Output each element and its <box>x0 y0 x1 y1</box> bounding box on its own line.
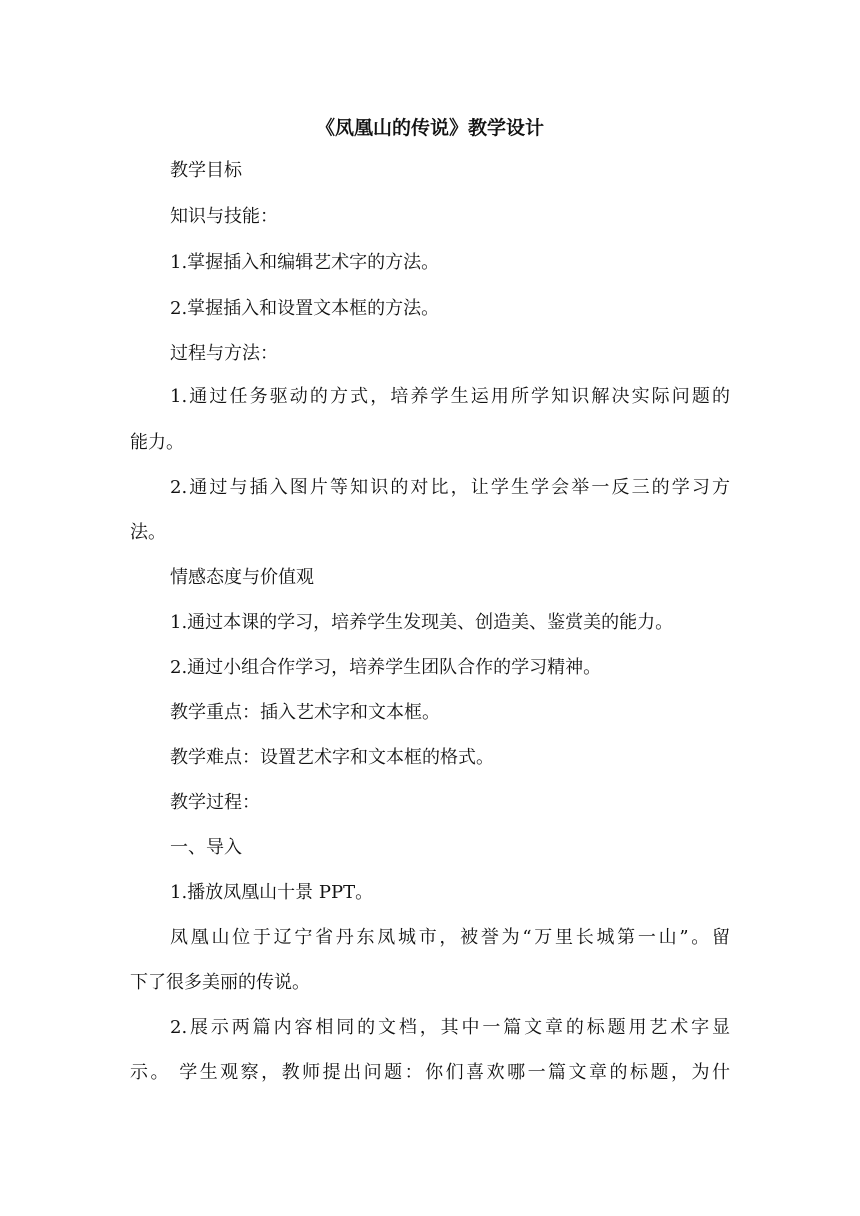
paragraph-line: 2.通过小组合作学习，培养学生团队合作的学习精神。 <box>170 657 602 678</box>
paragraph-line: 2.展示两篇内容相同的文档，其中一篇文章的标题用艺术字显 <box>170 1017 730 1038</box>
heading-emotion-values: 情感态度与价值观 <box>170 567 314 588</box>
heading-teaching-goals: 教学目标 <box>170 160 242 181</box>
paragraph-line: 示。 学生观察，教师提出问题：你们喜欢哪一篇文章的标题，为什 <box>130 1062 730 1083</box>
paragraph-line: 下了很多美丽的传说。 <box>130 972 310 993</box>
paragraph-line: 2.掌握插入和设置文本框的方法。 <box>170 298 440 319</box>
paragraph-key-points: 教学重点：插入艺术字和文本框。 <box>170 702 440 723</box>
paragraph-line: 1.通过任务驱动的方式，培养学生运用所学知识解决实际问题的 <box>170 386 730 407</box>
paragraph-line: 2.通过与插入图片等知识的对比，让学生学会举一反三的学习方 <box>170 477 730 498</box>
heading-knowledge-skills: 知识与技能： <box>170 206 278 227</box>
paragraph-line: 1.播放凤凰山十景 PPT。 <box>170 882 374 903</box>
document-title: 《凤凰山的传说》教学设计 <box>315 117 544 139</box>
paragraph-line: 凤凰山位于辽宁省丹东凤城市，被誉为“万里长城第一山”。留 <box>170 927 730 948</box>
paragraph-difficulties: 教学难点：设置艺术字和文本框的格式。 <box>170 747 494 768</box>
paragraph-line: 1.掌握插入和编辑艺术字的方法。 <box>170 252 440 273</box>
paragraph-line: 1.通过本课的学习，培养学生发现美、创造美、鉴赏美的能力。 <box>170 612 674 633</box>
paragraph-line: 能力。 <box>130 432 184 453</box>
heading-teaching-process: 教学过程： <box>170 792 260 813</box>
heading-introduction: 一、导入 <box>170 837 242 858</box>
heading-process-methods: 过程与方法： <box>170 343 278 364</box>
paragraph-line: 法。 <box>130 522 166 543</box>
